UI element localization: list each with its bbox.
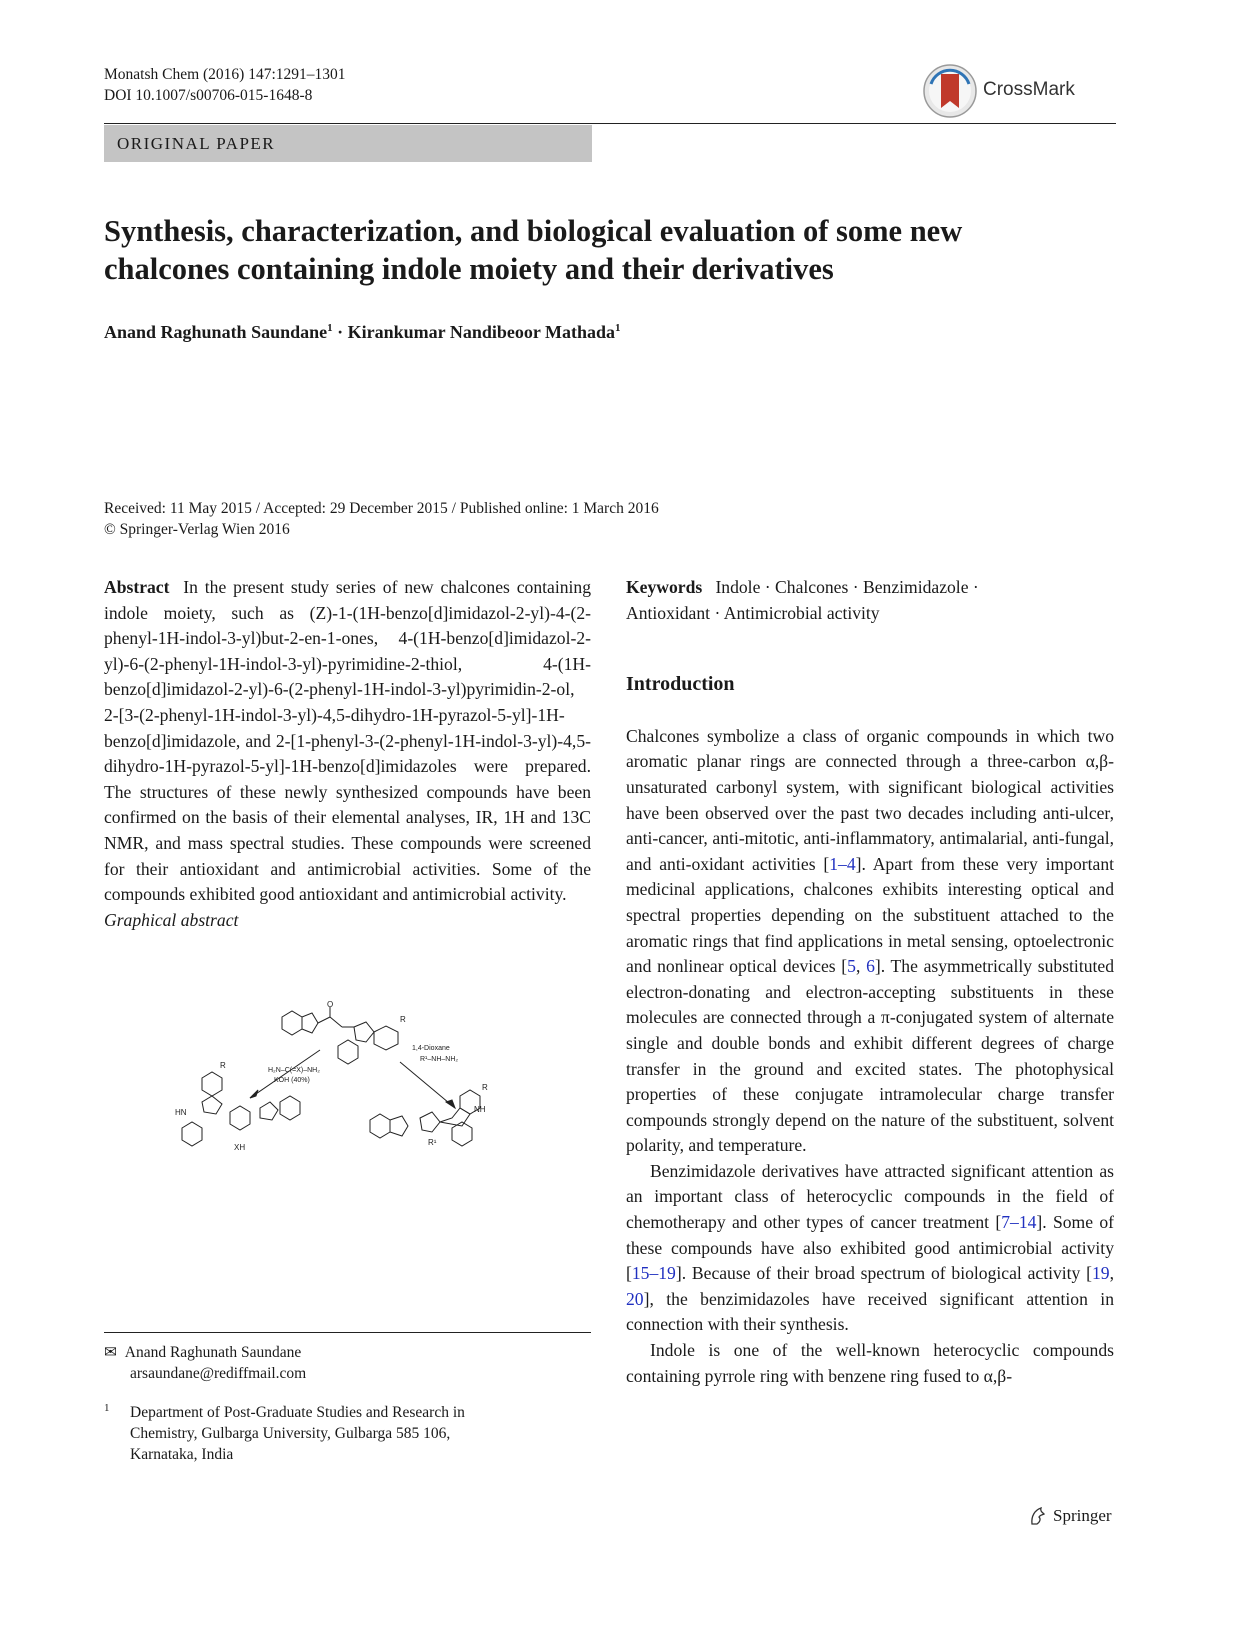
abstract [104, 575, 591, 908]
abstract-text: In the present study series of new chalcones containing indole moiety, such as (Z)-1-(1H-benzo[d]imidazol-2-yl)-4-(2-phenyl-1H-indol-3-yl)but-2-en-1-ones, 4-(1H-benzo[d]imidazol-2-yl)-6-(2-phenyl-1H-indol-3-yl)-pyrimidine-2-thiol, 4-(1H-benzo[d]imidazol-2-yl)-6-(2-phenyl-1H-indol-3-yl)pyrimidin-2-ol, 2-[3-(2-phenyl-1H-indol-3-yl)-4,5-dihydro-1H-pyrazol-5-yl]-1H-benzo[d]imidazole, and 2-[1-phenyl-3-(2-phenyl-1H-indol-3-yl)-4,5-dihydro-1H-pyrazol-5-yl]-1H-benzo[d]imidazoles were prepared. The structures of these newly synthesized compounds have been confirmed on the basis of their elemental analyses, IR, 1H and 13C NMR, and mass spectral studies. These compounds were screened for their antioxidant and antimicrobial activities. Some of the compounds exhibited good antioxidant and antimicrobial activity. [104, 577, 592, 905]
crossmark-label: CrossMark [983, 79, 1075, 100]
citation-link[interactable]: 1–4 [829, 853, 856, 874]
abstract-column [104, 575, 591, 933]
springer-logo [1029, 1506, 1112, 1526]
author-separator: · [332, 322, 348, 342]
intro-paragraph-2: Benzimidazole derivatives have attracted significant attention as an important class of heterocyclic compounds in the field of chemotherapy and other types of cancer treatment [7–14]. Some of these compounds have also exhibited good antimicrobial activity [15–19]. Because of their broad spectrum of biological activity [19, 20], the benzimidazoles have received significant attention in connection with their synthesis. [626, 1160, 1114, 1335]
author-list [104, 322, 621, 343]
journal-citation: Monatsh Chem (2016) 147:1291–1301 [104, 66, 346, 83]
affiliation [104, 1402, 591, 1465]
author-name[interactable]: Kirankumar Nandibeoor Mathada [347, 322, 616, 342]
right-column [626, 575, 1114, 1389]
journal-header [104, 64, 346, 106]
affiliation-line-2: Chemistry, Gulbarga University, Gulbarga 585 106, [130, 1425, 451, 1442]
publication-dates [104, 498, 659, 540]
keywords-heading: Keywords [626, 577, 703, 597]
pyrazoline-product [370, 1090, 480, 1146]
keywords [626, 575, 1114, 626]
intro-paragraph-1: Chalcones symbolize a class of organic compounds in which two aromatic planar rings are connected through a three-carbon α,β-unsaturated carbonyl system, with significant biological activities have been observed over the past two decades including anti-ulcer, anti-cancer, anti-mitotic, anti-inflammatory, antimalarial, anti-fungal, and anti-oxidant activities [1–4]. Apart from these very important medicinal applications, chalcones exhibits interesting optical and spectral properties depending on the substituent attached to the aromatic rings that find applications in metal sensing, optoelectronic and nonlinear optical devices [5, 6]. The asymmetrically substituted electron-donating and electron-accepting substituents in these molecules are connected through a π-conjugated system of alternate single and double bonds and exhibit different degrees of charge transfer in the ground and excited states. The photophysical properties of these conjugate intramolecular charge transfer compounds strongly depend on the nature of the substituent, solvent polarity, and temperature. [626, 725, 1115, 1156]
springer-horse-icon [1029, 1506, 1047, 1526]
crossmark-logo[interactable] [923, 62, 1083, 120]
article-title [104, 212, 1104, 288]
citation-link[interactable]: 19 [1092, 1263, 1110, 1284]
section-badge: ORIGINAL PAPER [104, 125, 592, 162]
footnote-rule [104, 1332, 591, 1333]
title-line-2: chalcones containing indole moiety and their derivatives [104, 252, 834, 286]
graphical-abstract-label: Graphical abstract [104, 909, 239, 930]
citation-link[interactable]: 15–19 [631, 1263, 676, 1284]
corresponding-email[interactable]: arsaundane@rediffmail.com [130, 1365, 307, 1382]
envelope-icon: ✉ [104, 1344, 117, 1361]
citation-link[interactable]: 5 [847, 956, 856, 977]
affiliation-line-3: Karnataka, India [130, 1446, 234, 1463]
corresponding-name: Anand Raghunath Saundane [124, 1344, 302, 1361]
affiliation-number: 1 [104, 1402, 110, 1414]
affiliation-marker: 1 [615, 322, 621, 334]
header-rule [104, 123, 1116, 124]
product-left-xh: XH [234, 1143, 246, 1152]
reagent-right-1: 1,4-Dioxane [412, 1045, 450, 1052]
citation-link[interactable]: 6 [866, 956, 875, 977]
author-name[interactable]: Anand Raghunath Saundane [104, 322, 328, 342]
citation-link[interactable]: 7–14 [1001, 1212, 1037, 1233]
abstract-heading: Abstract [104, 577, 170, 597]
product-right-r1: R¹ [428, 1138, 437, 1147]
affiliation-marker: 1 [327, 322, 333, 334]
product-right-r: R [482, 1083, 488, 1092]
chalcone-structure [282, 1007, 398, 1064]
introduction-heading: Introduction [626, 673, 735, 696]
product-left-hn: HN [175, 1108, 187, 1117]
label-oxygen: O [327, 1000, 334, 1009]
keywords-line-2: Antioxidant · Antimicrobial activity [626, 602, 880, 623]
title-line-1: Synthesis, characterization, and biological evaluation of some new [104, 214, 963, 248]
intro-paragraph-3: Indole is one of the well-known heterocyclic compounds containing pyrrole ring with benzene ring fused to α,β- [626, 1340, 1114, 1386]
keywords-line-1: Indole · Chalcones · Benzimidazole · [715, 577, 979, 597]
doi[interactable]: DOI 10.1007/s00706-015-1648-8 [104, 87, 313, 104]
product-left-r: R [220, 1061, 226, 1070]
citation-link[interactable]: 20 [626, 1288, 644, 1309]
affiliation-line-1: Department of Post-Graduate Studies and Research in [130, 1404, 465, 1421]
label-r: R [400, 1015, 406, 1024]
reagent-right-2: R¹–NH–NH₂ [420, 1056, 459, 1063]
graphical-abstract-figure [170, 1000, 590, 1205]
copyright-line: © Springer-Verlag Wien 2016 [104, 521, 290, 538]
history-dates: Received: 11 May 2015 / Accepted: 29 December 2015 / Published online: 1 March 2016 [104, 500, 659, 517]
reagent-left-1: H₂N–C(=X)–NH₂ [268, 1067, 320, 1074]
reagent-left-2: KOH (40%) [274, 1077, 310, 1084]
corresponding-author [104, 1342, 591, 1384]
product-right-nh: NH [474, 1105, 486, 1114]
publisher-name: Springer [1053, 1506, 1112, 1525]
